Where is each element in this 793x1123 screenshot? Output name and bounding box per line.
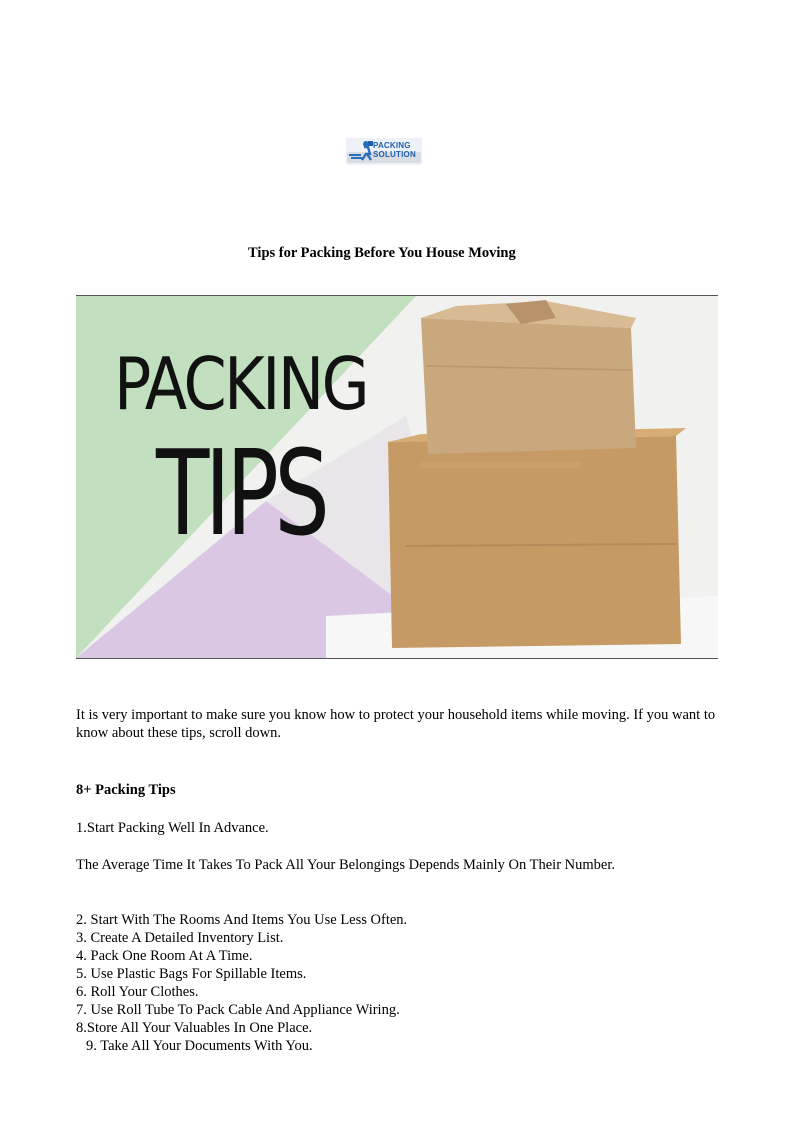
list-item: 4. Pack One Room At A Time. bbox=[76, 948, 253, 964]
list-item: 3. Create A Detailed Inventory List. bbox=[76, 930, 284, 946]
list-item: 6. Roll Your Clothes. bbox=[76, 984, 199, 1000]
list-item: 8.Store All Your Valuables In One Place. bbox=[76, 1020, 313, 1036]
tip-item-1: 1.Start Packing Well In Advance. bbox=[76, 820, 269, 836]
list-item: 5. Use Plastic Bags For Spillable Items. bbox=[76, 966, 307, 982]
packing-solution-logo bbox=[346, 138, 422, 165]
page-title: Tips for Packing Before You House Moving bbox=[248, 245, 516, 261]
tips-list bbox=[76, 911, 726, 1055]
intro-paragraph: It is very important to make sure you know how to protect your household items while moving. If you want to know about these tips, scroll down. bbox=[76, 707, 716, 741]
list-item: 7. Use Roll Tube To Pack Cable And Appliance Wiring. bbox=[76, 1002, 400, 1018]
logo-text-solution: SOLUTION bbox=[373, 150, 416, 159]
hero-packing-text: PACKING bbox=[114, 342, 368, 426]
list-item: 2. Start With The Rooms And Items You Use Less Often. bbox=[76, 912, 408, 928]
logo-text-packing: PACKING bbox=[373, 141, 411, 150]
section-heading: 8+ Packing Tips bbox=[76, 782, 176, 798]
average-time-paragraph: The Average Time It Takes To Pack All Your Belongings Depends Mainly On Their Number. bbox=[76, 857, 615, 873]
list-item: 9. Take All Your Documents With You. bbox=[86, 1038, 313, 1054]
hero-image bbox=[76, 295, 718, 659]
hero-tips-text: TIPS bbox=[156, 424, 326, 562]
